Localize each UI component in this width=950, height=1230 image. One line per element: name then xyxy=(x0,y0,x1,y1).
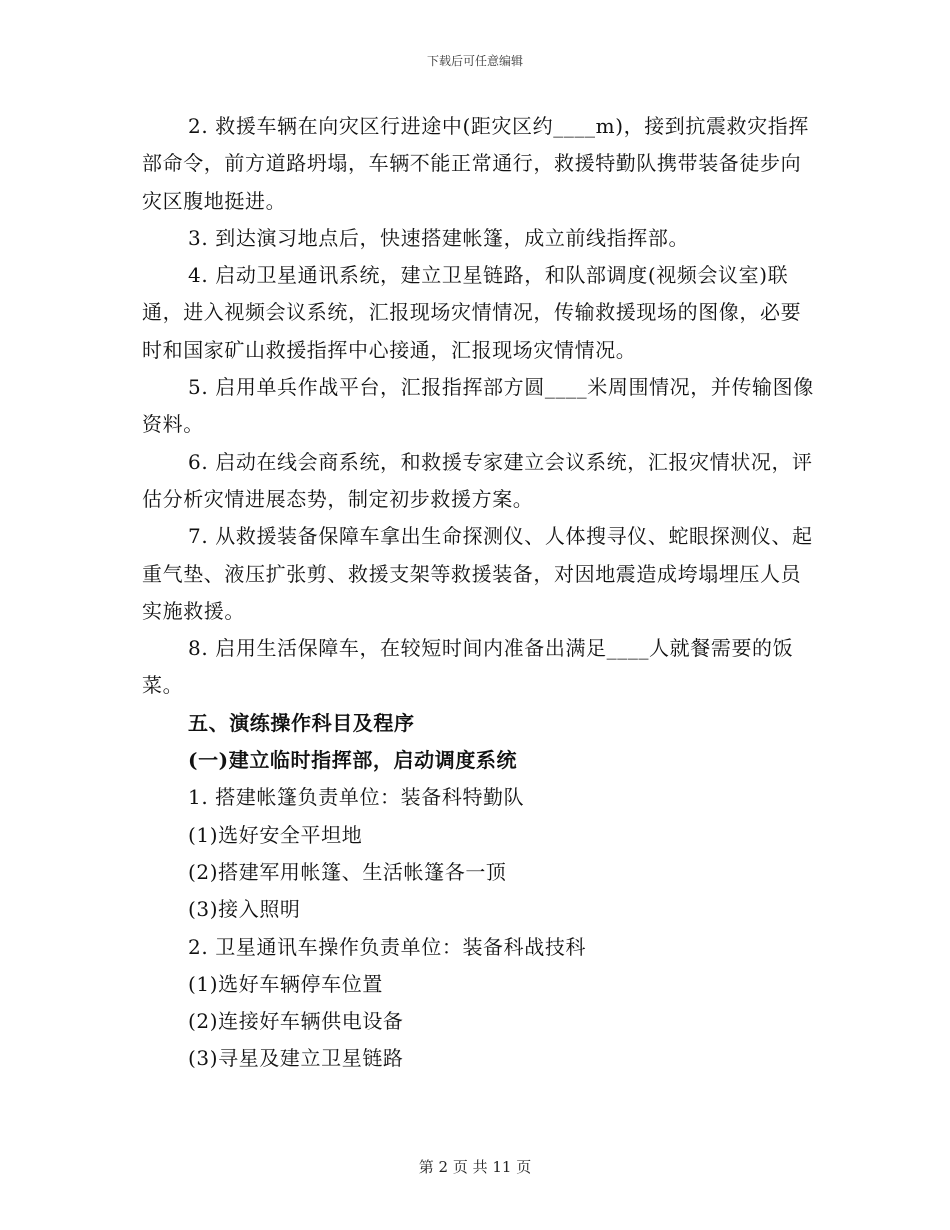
list-subitem: (1)选好车辆停车位置 xyxy=(188,971,383,996)
paragraph-item-5: 5. 启用单兵作战平台，汇报指挥部方圆____米周围情况，并传输图像资料。 xyxy=(142,375,814,437)
subsection-heading-1: (一)建立临时指挥部，启动调度系统 xyxy=(188,748,518,773)
paragraph-item-6: 6. 启动在线会商系统，和救援专家建立会议系统，汇报灾情状况，评估分析灾情进展态势，制定初步救援方案。 xyxy=(142,449,813,511)
paragraph-item-7: 7. 从救援装备保障车拿出生命探测仪、人体搜寻仪、蛇眼探测仪、起重气垫、液压扩张剪、救援支架等救援装备，对因地震造成垮塌埋压人员实施救援。 xyxy=(142,524,813,623)
list-subitem: (2)连接好车辆供电设备 xyxy=(188,1009,404,1034)
paragraph-item-2: 2. 救援车辆在向灾区行进途中(距灾区约____m)，接到抗震救灾指挥部命令，前方道路坍塌，车辆不能正常通行，救援特勤队携带装备徒步向灾区腹地挺进。 xyxy=(142,114,810,213)
list-subitem: (1)选好安全平坦地 xyxy=(188,822,363,847)
section-heading-5: 五、演练操作科目及程序 xyxy=(188,710,415,735)
list-subitem: (3)寻星及建立卫星链路 xyxy=(188,1046,404,1071)
list-item-satellite: 2. 卫星通讯车操作负责单位：装备科战技科 xyxy=(188,934,587,959)
document-body xyxy=(142,108,814,1078)
page-header: 下载后可任意编辑 xyxy=(426,54,523,68)
list-subitem: (3)接入照明 xyxy=(188,897,301,922)
paragraph-item-4: 4. 启动卫星通讯系统，建立卫星链路，和队部调度(视频会议室)联通，进入视频会议系统，汇报现场灾情情况，传输救援现场的图像，必要时和国家矿山救援指挥中心接通，汇报现场灾情情况。 xyxy=(142,263,802,362)
paragraph-item-8: 8. 启用生活保障车，在较短时间内准备出满足____人就餐需要的饭菜。 xyxy=(142,636,794,698)
list-subitem: (2)搭建军用帐篷、生活帐篷各一顶 xyxy=(188,859,507,884)
paragraph-item-3: 3. 到达演习地点后，快速搭建帐篷，成立前线指挥部。 xyxy=(188,225,690,250)
list-item-tent: 1. 搭建帐篷负责单位：装备科特勤队 xyxy=(188,785,525,810)
page-footer: 第 2 页 共 11 页 xyxy=(418,1158,532,1176)
